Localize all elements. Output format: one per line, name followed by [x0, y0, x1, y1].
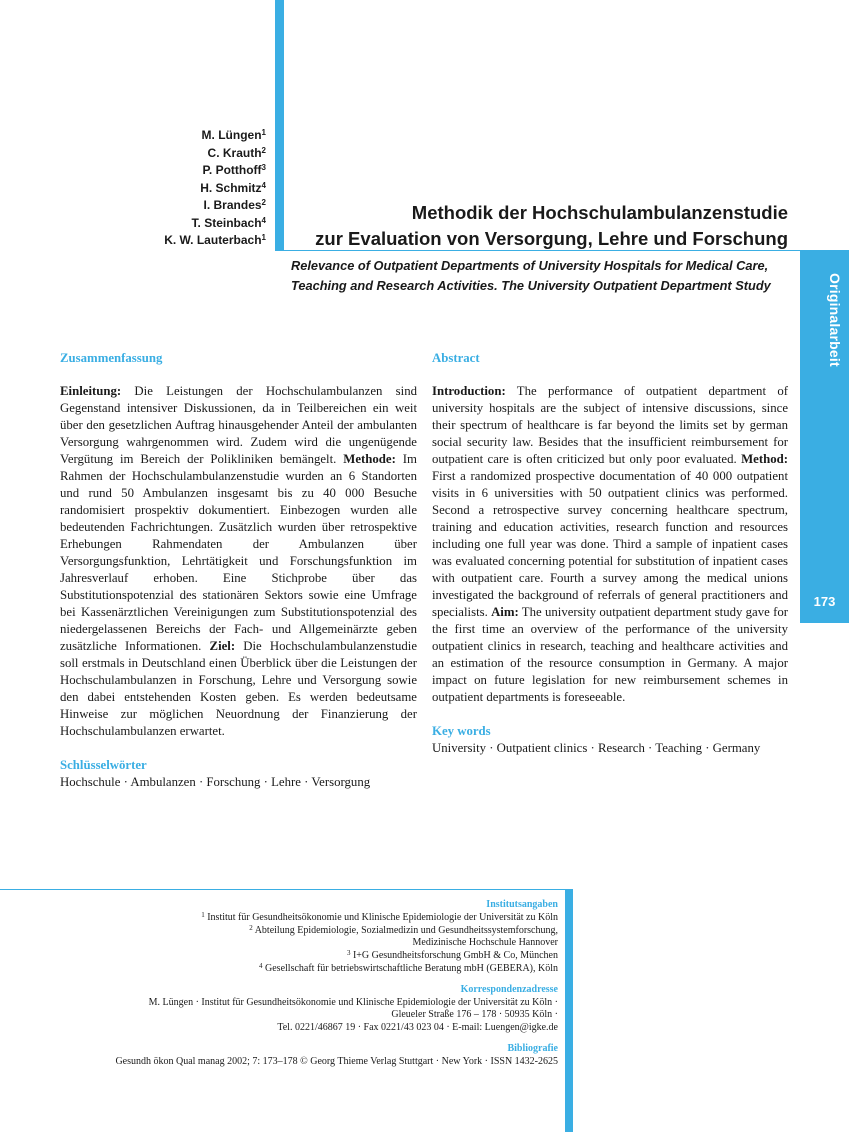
abstract-column [432, 350, 788, 757]
article-type-label: Originalarbeit [827, 273, 843, 367]
author: K. W. Lauterbach$^1$ [164, 233, 266, 247]
author: I. Brandes$^2$ [203, 198, 266, 212]
korrespondenz-heading: Korrespondenzadresse [460, 983, 558, 995]
zusammenfassung-column [60, 350, 417, 791]
abstract-heading: Abstract [432, 351, 480, 365]
author: M. Lüngen$^1$ [201, 128, 266, 142]
author-list [164, 127, 266, 250]
schluesselwoerter-list: Hochschule · Ambulanzen · Forschung · Lehre · Versorgung [60, 775, 371, 789]
institute-line: $^4$ Gesellschaft für betriebswirtschaftliche Beratung mbH (GEBERA), Köln [259, 961, 558, 974]
schluesselwoerter-heading: Schlüsselwörter [60, 758, 147, 772]
page-number: 173 [813, 594, 836, 609]
zusammenfassung-body: Einleitung: Die Leistungen der Hochschulambulanzen sind Gegenstand intensiver Diskussionen, da in Teilbereichen ein weit über den gesetzlichen Auftrag hinausgehender Anteil der ambulanten Versorgung wahrgenommen wird. Zudem wird die ungenügende Vergütung im Bereich der Polikliniken bemängelt. Methode: Im Rahmen der Hochschulambulanzenstudie wurden an 6 Standorten und rund 50 Ambulanzen insgesamt bis zu 40 000 Besuche randomisiert prospektiv dokumentiert. Einbezogen wurden alle bedeutenden Fachrichtungen. Zusätzlich wurden über retrospektive Erhebungen Rahmendaten der Ambulanzen über Versorgungsfunktion, Lehrtätigkeit und Forschungsfunktion im Jahresverlauf erhoben. Eine Stichprobe über das Substitutionspotenzial des stationären Sektors sowie eine Umfrage bei Kassenärztlichen Vereinigungen zum Substitutionspotenzial des niedergelassenen Bereichs der Fach- und Allgemeinärzte geben zusätzliche Informationen. Ziel: Die Hochschulambulanzenstudie soll erstmals in Deutschland einen Überblick über die Leistungen der Hochschulambulanzen in Forschung, Lehre und Versorgung sowie den dabei entstehenden Kosten geben. Es werden bedeutsame Hinweise zur möglichen Neuordnung der Finanzierung der Hochschulambulanzen erwartet. [60, 384, 417, 738]
keywords-heading: Key words [432, 724, 491, 738]
article-title [315, 200, 788, 252]
zusammenfassung-heading: Zusammenfassung [60, 351, 163, 365]
bibliografie-heading: Bibliografie [507, 1042, 558, 1054]
institute-line: $^2$ Abteilung Epidemiologie, Sozialmedizin und Gesundheitssystemforschung, [249, 923, 558, 936]
bibliografie-text: Gesundh ökon Qual manag 2002; 7: 173–178 © Georg Thieme Verlag Stuttgart · New York · ISSN 1432-2625 [115, 1055, 558, 1067]
author: C. Krauth$^2$ [207, 145, 266, 160]
institut-heading: Institutsangaben [486, 899, 558, 910]
title-line: zur Evaluation von Versorgung, Lehre und Forschung [315, 228, 788, 249]
keywords-list: University · Outpatient clinics · Research · Teaching · Germany [432, 741, 761, 755]
institute-line: Medizinische Hochschule Hannover [412, 937, 558, 949]
top-accent-bar [275, 0, 284, 250]
article-info [115, 899, 558, 1069]
author: P. Potthoff$^3$ [202, 163, 266, 177]
bottom-accent-bar [565, 889, 573, 1132]
title-line: Methodik der Hochschulambulanzenstudie [411, 202, 788, 223]
institute-line: $^3$ I+G Gesundheitsforschung GmbH & Co, München [346, 949, 558, 962]
author: H. Schmitz$^4$ [200, 180, 266, 195]
institute-line: $^1$ Institut für Gesundheitsökonomie und Klinische Epidemiologie der Universität zu Köln [201, 910, 558, 923]
korrespondenz-line: M. Lüngen · Institut für Gesundheitsökonomie und Klinische Epidemiologie der Universität zu Köln · [148, 996, 558, 1008]
side-tab [800, 251, 849, 623]
korrespondenz-line: Gleueler Straße 176 – 178 · 50935 Köln · [391, 1009, 558, 1021]
abstract-body: Introduction: The performance of outpatient department of university hospitals are the subject of intensive discussions, since their spectrum of healthcare is far beyond the limits set by german social security law. Besides that the insufficient reimbursement for outpatient care is often criticized but only poor evaluated. Method: First a randomized prospective documentation of 40 000 outpatient visits in 6 universities with 50 outpatient clinics was performed. Second a retrospective survey concerning healthcare spectrum, training and education activities, research function and resources including one full year was done. Third a sample of inpatient cases was evaluated concerning potential for substitution of inpatient cases with outpatient care. Fourth a survey among the medical unions investigated the background of referrals of general practitioners and specialists. Aim: The university outpatient department study gave for the first time an overview of the performance of the university outpatient clinics in research, teaching and healthcare activities and an estimation of the resource consumption in Germany. A major impact on future legislation for new reimbursement schemes in outpatient departments is foreseeable. [432, 384, 788, 704]
english-title: Relevance of Outpatient Departments of University Hospitals for Medical Care, Teaching and Research Activities. The University Outpatient Department Study [291, 258, 771, 293]
korrespondenz-line: Tel. 0221/46867 19 · Fax 0221/43 023 04 · E-mail: Luengen@igke.de [277, 1022, 558, 1034]
info-rule [0, 889, 570, 890]
author: T. Steinbach$^4$ [191, 215, 266, 230]
